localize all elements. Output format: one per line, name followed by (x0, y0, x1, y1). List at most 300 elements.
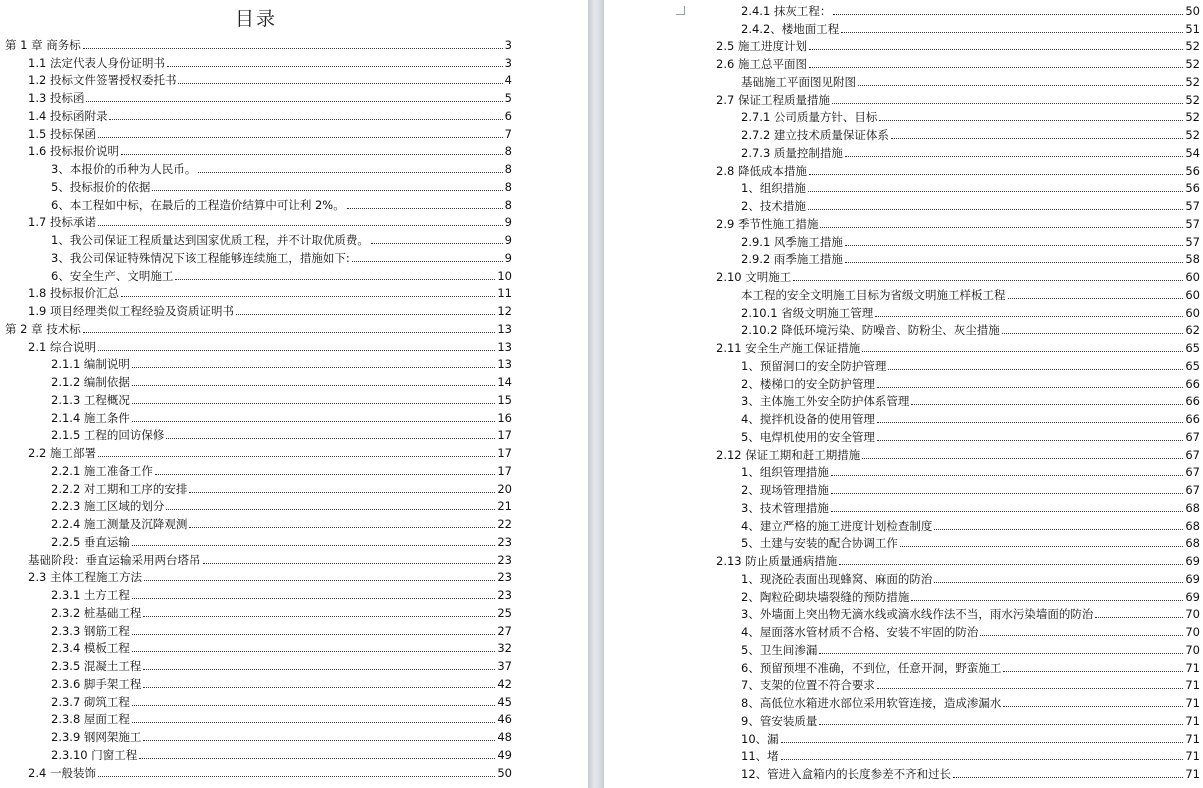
toc-entry[interactable] (0, 407, 512, 425)
toc-entry-text: 2.7.3 质量控制措施 (741, 145, 843, 160)
toc-entry-text: 1.6 投标报价说明 (28, 144, 119, 159)
page-gutter (588, 0, 604, 788)
toc-entry-text: 5、电焊机使用的安全管理 (741, 429, 875, 444)
toc-entry[interactable] (0, 620, 512, 638)
toc-entry[interactable] (716, 444, 1200, 462)
toc-entry-page-number: 13 (497, 357, 512, 372)
toc-entry-page-number: 8 (504, 197, 512, 212)
toc-entry-page-number: 11 (497, 286, 512, 301)
toc-entry-text: 2.7 保证工程质量措施 (716, 92, 830, 107)
toc-entry-page-number: 70 (1185, 607, 1200, 622)
toc-leader-dots (189, 492, 495, 493)
toc-entry[interactable] (716, 497, 1200, 515)
toc-entry-page-number: 60 (1185, 287, 1200, 302)
toc-leader-dots (862, 351, 1183, 352)
toc-entry-page-number: 8 (504, 162, 512, 176)
toc-leader-dots (809, 49, 1183, 50)
toc-leader-dots (132, 651, 495, 652)
toc-entry[interactable] (0, 158, 512, 176)
toc-entry-text: 1.5 投标保函 (28, 126, 96, 141)
toc-leader-dots (155, 474, 495, 475)
toc-leader-dots (877, 422, 1184, 423)
toc-entry-text: 2.6 施工总平面图 (716, 57, 807, 71)
toc-entry-page-number: 8 (504, 144, 512, 159)
toc-title: 目录 (234, 8, 277, 30)
toc-leader-dots (819, 653, 1183, 654)
toc-leader-dots (809, 174, 1183, 175)
toc-entry-page-number: 49 (497, 747, 512, 762)
toc-entry[interactable] (716, 249, 1200, 267)
toc-leader-dots (1008, 298, 1184, 299)
toc-entry[interactable] (0, 354, 512, 372)
toc-entry[interactable] (0, 425, 512, 443)
toc-entry-text: 本工程的安全文明施工目标为省级文明施工样板工程 (741, 287, 1006, 302)
toc-entry-page-number: 13 (497, 339, 512, 354)
toc-entry-text: 2.5 施工进度计划 (716, 39, 807, 54)
toc-entry-text: 6、本工程如中标，在最后的工程造价结算中可让利 2%。 (51, 197, 345, 212)
toc-entry[interactable] (716, 302, 1200, 320)
toc-entry[interactable] (716, 142, 1200, 160)
toc-leader-dots (121, 296, 495, 297)
toc-entry[interactable] (0, 513, 512, 531)
toc-entry-page-number: 50 (1185, 3, 1200, 18)
toc-leader-dots (862, 458, 1183, 459)
toc-entry[interactable] (716, 550, 1200, 568)
toc-leader-dots (858, 85, 1183, 86)
toc-leader-dots (143, 669, 495, 670)
toc-leader-dots (875, 316, 1183, 317)
toc-entry[interactable] (716, 479, 1200, 497)
toc-entry[interactable] (0, 336, 512, 354)
toc-entry-page-number: 52 (1185, 39, 1200, 54)
toc-leader-dots (109, 119, 502, 120)
toc-entry-text: 2.4 一般装饰 (28, 765, 96, 780)
toc-entry-page-number: 48 (497, 730, 512, 744)
toc-entry[interactable] (0, 602, 512, 620)
toc-entry-page-number: 57 (1185, 234, 1200, 249)
toc-entry-page-number: 66 (1185, 376, 1200, 391)
toc-entry-text: 4、屋面落水管材质不合格、安装不牢固的防治 (741, 625, 979, 639)
toc-entry-page-number: 20 (497, 481, 512, 496)
toc-leader-dots (352, 261, 503, 262)
toc-entry[interactable] (716, 586, 1200, 604)
toc-leader-dots (845, 156, 1183, 157)
toc-entry[interactable] (0, 300, 512, 318)
toc-entry-text: 2.1.4 施工条件 (51, 410, 130, 425)
toc-leader-dots (879, 120, 1183, 121)
toc-leader-dots (175, 279, 495, 280)
toc-entry[interactable] (716, 178, 1200, 196)
toc-leader-dots (831, 511, 1184, 512)
toc-entry-page-number: 46 (497, 712, 512, 727)
toc-entry-text: 2、技术措施 (741, 199, 806, 213)
toc-leader-dots (144, 580, 495, 581)
toc-entry-page-number: 52 (1185, 92, 1200, 107)
toc-leader-dots (1003, 706, 1183, 707)
toc-entry-page-number: 37 (497, 659, 512, 673)
toc-leader-dots (86, 101, 502, 102)
toc-leader-dots (98, 350, 495, 351)
toc-leader-dots (166, 438, 495, 439)
toc-entry-text: 1、组织管理措施 (741, 465, 829, 480)
toc-entry-text: 第 2 章 技术标 (5, 321, 81, 336)
toc-list-left (0, 34, 512, 780)
toc-leader-dots (809, 67, 1183, 68)
toc-entry[interactable] (716, 692, 1200, 710)
toc-leader-dots (911, 600, 1183, 601)
toc-leader-dots (934, 582, 1183, 583)
toc-entry-text: 2.8 降低成本措施 (716, 163, 807, 178)
toc-entry-text: 1.9 项目经理类似工程经验及资质证明书 (28, 304, 234, 318)
toc-leader-dots (143, 687, 495, 688)
toc-entry-page-number: 3 (504, 37, 512, 52)
toc-entry-text: 2.2.4 施工测量及沉降观测 (51, 517, 188, 531)
toc-entry[interactable] (716, 337, 1200, 355)
toc-entry[interactable] (0, 442, 512, 460)
toc-entry-text: 4、搅拌机设备的使用管理 (741, 412, 875, 426)
toc-entry[interactable] (716, 675, 1200, 693)
toc-entry-text: 5、土建与安装的配合协调工作 (741, 536, 898, 551)
toc-entry-text: 3、技术管理措施 (741, 500, 829, 515)
toc-entry-page-number: 12 (497, 304, 512, 318)
toc-entry-text: 2、楼梯口的安全防护管理 (741, 376, 875, 391)
toc-entry-text: 2.2.3 施工区域的划分 (51, 499, 165, 514)
document-page-left (0, 0, 588, 788)
toc-entry-text: 1.8 投标报价汇总 (28, 286, 119, 301)
toc-entry[interactable] (0, 212, 512, 230)
toc-leader-dots (178, 83, 502, 84)
toc-entry[interactable] (0, 744, 512, 762)
toc-entry-page-number: 14 (497, 375, 512, 389)
toc-leader-dots (132, 367, 495, 368)
toc-entry[interactable] (716, 124, 1200, 142)
toc-entry[interactable] (716, 746, 1200, 764)
toc-entry-text: 2.3.3 钢筋工程 (51, 623, 130, 638)
toc-entry[interactable] (716, 0, 1200, 18)
toc-entry[interactable] (0, 549, 512, 567)
toc-entry[interactable] (0, 123, 512, 141)
toc-entry-page-number: 27 (497, 623, 512, 638)
toc-entry[interactable] (0, 762, 512, 780)
toc-entry[interactable] (716, 284, 1200, 302)
toc-entry-text: 3、外墙面上突出物无滴水线或滴水线作法不当，雨水污染墙面的防治 (741, 607, 1094, 622)
toc-leader-dots (793, 280, 1183, 281)
toc-entry-text: 2.9 季节性施工措施 (716, 216, 819, 231)
toc-leader-dots (980, 635, 1183, 636)
toc-entry[interactable] (716, 533, 1200, 551)
toc-entry-text: 1.7 投标承诺 (28, 215, 96, 230)
toc-entry[interactable] (716, 355, 1200, 373)
toc-entry-text: 2.10.2 降低环境污染、防噪音、防粉尘、灰尘措施 (741, 323, 1000, 338)
toc-leader-dots (877, 387, 1184, 388)
toc-entry-text: 7、支架的位置不符合要求 (741, 678, 875, 693)
toc-entry-text: 1、现浇砼表面出现蜂窝、麻面的防治 (741, 571, 933, 586)
toc-entry[interactable] (716, 568, 1200, 586)
toc-entry-page-number: 71 (1185, 767, 1200, 781)
toc-entry-text: 2.3 主体工程施工方法 (28, 570, 142, 585)
toc-entry-text: 2、现场管理措施 (741, 483, 829, 497)
toc-entry-page-number: 66 (1185, 412, 1200, 426)
toc-entry-text: 2.4.1 抹灰工程： (741, 3, 832, 18)
toc-entry-page-number: 17 (497, 428, 512, 443)
toc-leader-dots (839, 564, 1183, 565)
toc-entry-text: 2、陶粒砼砌块墙裂缝的预防措施 (741, 589, 910, 604)
toc-leader-dots (83, 48, 503, 49)
toc-entry[interactable] (0, 567, 512, 585)
toc-leader-dots (98, 776, 495, 777)
toc-leader-dots (371, 243, 503, 244)
toc-entry-page-number: 23 (497, 570, 512, 585)
toc-entry-page-number: 67 (1185, 465, 1200, 480)
toc-entry-page-number: 32 (497, 641, 512, 656)
toc-entry-text: 2.2.5 垂直运输 (51, 534, 130, 549)
toc-leader-dots (132, 705, 495, 706)
toc-entry-page-number: 67 (1185, 483, 1200, 497)
toc-entry-text: 2.3.2 桩基础工程 (51, 605, 142, 620)
toc-entry[interactable] (0, 371, 512, 389)
toc-entry-page-number: 52 (1185, 128, 1200, 142)
toc-leader-dots (845, 262, 1183, 263)
toc-leader-dots (98, 137, 503, 138)
toc-leader-dots (953, 777, 1183, 778)
toc-entry-text: 第 1 章 商务标 (5, 37, 81, 52)
toc-entry[interactable] (716, 231, 1200, 249)
toc-entry[interactable] (0, 247, 512, 265)
toc-entry[interactable] (716, 89, 1200, 107)
toc-entry[interactable] (0, 691, 512, 709)
toc-leader-dots (819, 724, 1183, 725)
toc-entry-page-number: 68 (1185, 518, 1200, 533)
toc-leader-dots (139, 758, 495, 759)
toc-leader-dots (98, 456, 495, 457)
toc-entry-page-number: 52 (1185, 74, 1200, 89)
toc-entry-page-number: 57 (1185, 199, 1200, 213)
toc-entry-page-number: 15 (497, 392, 512, 407)
toc-entry-page-number: 50 (497, 765, 512, 780)
toc-entry[interactable] (716, 36, 1200, 54)
toc-leader-dots (132, 403, 495, 404)
toc-entry-page-number: 21 (497, 499, 512, 514)
toc-entry[interactable] (0, 70, 512, 88)
toc-entry-page-number: 56 (1185, 181, 1200, 196)
toc-entry[interactable] (716, 53, 1200, 71)
toc-entry-page-number: 5 (504, 91, 512, 105)
toc-leader-dots (143, 740, 495, 741)
toc-entry-page-number: 69 (1185, 571, 1200, 586)
toc-entry-text: 2.1.5 工程的回访保修 (51, 428, 165, 443)
toc-entry-text: 2.11 安全生产施工保证措施 (716, 341, 861, 355)
toc-entry-text: 2.9.2 雨季施工措施 (741, 252, 843, 267)
toc-leader-dots (841, 32, 1183, 33)
toc-entry-text: 1、我公司保证工程质量达到国家优质工程，并不计取优质费。 (51, 233, 369, 247)
toc-entry-text: 2.13 防止质量通病措施 (716, 554, 838, 568)
toc-entry-text: 2.1 综合说明 (28, 339, 96, 354)
toc-entry[interactable] (716, 213, 1200, 231)
toc-leader-dots (198, 172, 502, 173)
toc-entry[interactable] (716, 266, 1200, 284)
toc-leader-dots (1002, 333, 1184, 334)
toc-entry-page-number: 70 (1185, 625, 1200, 639)
toc-entry[interactable] (716, 621, 1200, 639)
toc-entry[interactable] (0, 496, 512, 514)
toc-entry[interactable] (0, 34, 512, 52)
toc-entry[interactable] (0, 726, 512, 744)
toc-entry-text: 基础施工平面图见附图 (741, 74, 856, 89)
toc-leader-dots (891, 138, 1183, 139)
toc-entry-page-number: 3 (504, 55, 512, 70)
toc-leader-dots (152, 190, 502, 191)
toc-entry[interactable] (716, 391, 1200, 409)
toc-entry-page-number: 17 (497, 463, 512, 478)
toc-leader-dots (1095, 617, 1183, 618)
toc-entry[interactable] (0, 673, 512, 691)
toc-entry-text: 2.1.1 编制说明 (51, 357, 130, 372)
toc-entry-page-number: 62 (1185, 323, 1200, 338)
toc-entry-text: 2.1.2 编制依据 (51, 375, 130, 389)
toc-entry-page-number: 69 (1185, 554, 1200, 568)
toc-leader-dots (911, 404, 1183, 405)
toc-leader-dots (845, 245, 1183, 246)
document-page-right (604, 0, 1203, 788)
toc-leader-dots (820, 227, 1183, 228)
toc-leader-dots (132, 545, 495, 546)
toc-entry-page-number: 71 (1185, 713, 1200, 728)
toc-entry[interactable] (716, 657, 1200, 675)
toc-entry-text: 2.2.1 施工准备工作 (51, 463, 153, 478)
toc-entry[interactable] (716, 320, 1200, 338)
toc-entry[interactable] (0, 141, 512, 159)
toc-entry-text: 3、我公司保证特殊情况下该工程能够连续施工，措施如下: (51, 250, 350, 265)
toc-entry[interactable] (716, 604, 1200, 622)
toc-entry[interactable] (716, 462, 1200, 480)
toc-leader-dots (203, 563, 496, 564)
toc-entry[interactable] (0, 638, 512, 656)
toc-entry-page-number: 45 (497, 694, 512, 709)
toc-entry-text: 基础阶段：垂直运输采用两台塔吊 (28, 552, 201, 567)
toc-entry[interactable] (716, 408, 1200, 426)
toc-entry-page-number: 25 (497, 605, 512, 620)
toc-entry[interactable] (0, 531, 512, 549)
toc-leader-dots (831, 475, 1184, 476)
toc-entry[interactable] (0, 87, 512, 105)
toc-entry[interactable] (0, 265, 512, 283)
toc-entry-page-number: 68 (1185, 500, 1200, 515)
toc-entry[interactable] (716, 728, 1200, 746)
toc-leader-dots (781, 742, 1184, 743)
toc-entry[interactable] (0, 194, 512, 212)
toc-entry[interactable] (716, 710, 1200, 728)
toc-leader-dots (143, 616, 495, 617)
toc-entry-page-number: 52 (1185, 57, 1200, 71)
toc-entry-page-number: 68 (1185, 536, 1200, 551)
toc-entry[interactable] (0, 283, 512, 301)
toc-leader-dots (132, 722, 495, 723)
toc-entry[interactable] (716, 639, 1200, 657)
toc-entry-page-number: 56 (1185, 163, 1200, 178)
toc-entry-page-number: 58 (1185, 252, 1200, 267)
toc-leader-dots (167, 66, 503, 67)
toc-entry-page-number: 7 (504, 126, 512, 141)
toc-entry-text: 2.3.5 混凝土工程 (51, 659, 142, 673)
toc-entry[interactable] (716, 107, 1200, 125)
toc-entry-page-number: 9 (504, 215, 512, 230)
toc-entry-text: 2.3.6 脚手架工程 (51, 676, 142, 691)
toc-entry-text: 1.3 投标函 (28, 91, 85, 105)
toc-entry-text: 2.2 施工部署 (28, 446, 96, 460)
toc-leader-dots (83, 332, 496, 333)
toc-entry-page-number: 60 (1185, 270, 1200, 284)
toc-entry[interactable] (0, 318, 512, 336)
toc-entry[interactable] (716, 426, 1200, 444)
toc-leader-dots (121, 154, 503, 155)
toc-entry-text: 2.7.2 建立技术质量保证体系 (741, 128, 889, 142)
toc-entry-text: 2.4.2、楼地面工程 (741, 21, 840, 36)
toc-entry-text: 5、投标报价的依据 (51, 179, 151, 194)
toc-list-right (716, 0, 1200, 781)
toc-leader-dots (132, 634, 495, 635)
toc-entry-text: 1、组织措施 (741, 181, 806, 196)
toc-entry-text: 6、预留预埋不准确，不到位，任意开洞，野蛮施工 (741, 660, 1002, 675)
toc-entry[interactable] (0, 176, 512, 194)
toc-entry-page-number: 23 (497, 534, 512, 549)
toc-entry[interactable] (0, 105, 512, 123)
toc-entry-text: 2.3.9 钢网架施工 (51, 730, 142, 744)
toc-entry-text: 12、管进入盒箱内的长度参差不齐和过长 (741, 767, 952, 781)
toc-entry-page-number: 42 (497, 676, 512, 691)
toc-leader-dots (236, 314, 495, 315)
toc-entry-page-number: 69 (1185, 589, 1200, 604)
toc-entry-text: 4、建立严格的施工进度计划检查制度 (741, 518, 933, 533)
toc-leader-dots (808, 191, 1184, 192)
toc-entry-page-number: 23 (497, 588, 512, 602)
toc-leader-dots (900, 546, 1184, 547)
toc-entry[interactable] (0, 52, 512, 70)
toc-entry-page-number: 4 (504, 73, 512, 88)
toc-entry-text: 2.1.3 工程概况 (51, 392, 130, 407)
toc-entry[interactable] (716, 18, 1200, 36)
toc-entry[interactable] (0, 460, 512, 478)
toc-entry-page-number: 65 (1185, 358, 1200, 373)
toc-entry-text: 2.10 文明施工 (716, 270, 792, 284)
toc-leader-dots (888, 369, 1183, 370)
toc-entry-page-number: 57 (1185, 216, 1200, 231)
toc-entry[interactable] (716, 373, 1200, 391)
toc-entry-text: 2.7.1 公司质量方针、目标 (741, 110, 878, 125)
toc-entry-text: 2.3.10 门窗工程 (51, 747, 138, 762)
toc-entry[interactable] (716, 515, 1200, 533)
toc-leader-dots (832, 103, 1183, 104)
toc-entry[interactable] (716, 763, 1200, 781)
toc-entry-text: 1.1 法定代表人身份证明书 (28, 55, 165, 70)
toc-entry[interactable] (0, 584, 512, 602)
toc-entry-page-number: 10 (497, 268, 512, 283)
toc-entry-page-number: 6 (504, 108, 512, 123)
toc-entry[interactable] (0, 389, 512, 407)
toc-entry[interactable] (0, 229, 512, 247)
toc-entry[interactable] (716, 71, 1200, 89)
toc-entry[interactable] (0, 478, 512, 496)
toc-entry[interactable] (0, 709, 512, 727)
toc-leader-dots (1003, 671, 1183, 672)
toc-entry-page-number: 71 (1185, 731, 1200, 746)
toc-entry[interactable] (0, 655, 512, 673)
toc-leader-dots (831, 493, 1184, 494)
toc-entry[interactable] (716, 195, 1200, 213)
toc-entry-text: 2.10.1 省级文明施工管理 (741, 305, 874, 320)
toc-leader-dots (934, 529, 1183, 530)
toc-entry[interactable] (716, 160, 1200, 178)
toc-leader-dots (98, 225, 503, 226)
